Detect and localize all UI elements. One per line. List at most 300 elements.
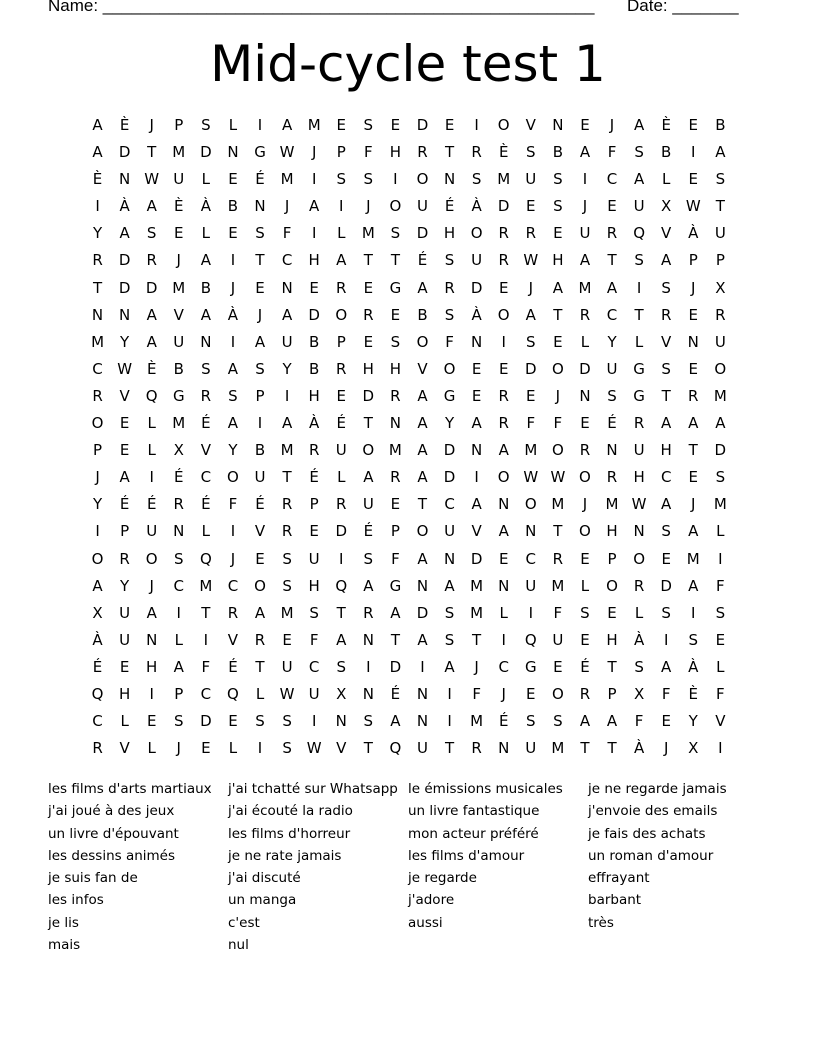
grid-letter: J — [230, 549, 236, 568]
grid-letter: F — [526, 414, 536, 433]
grid-row — [84, 439, 734, 466]
grid-letter: N — [498, 576, 510, 595]
grid-letter: R — [579, 441, 591, 460]
grid-letter: L — [580, 332, 590, 351]
grid-letter: S — [390, 332, 401, 351]
grid-letter: I — [95, 197, 100, 216]
grid-letter: P — [336, 143, 346, 162]
grid-letter: U — [173, 332, 185, 351]
grid-letter: I — [149, 468, 154, 487]
grid-letter: N — [227, 143, 239, 162]
grid-letter: S — [201, 116, 211, 134]
grid-letter: R — [92, 251, 103, 270]
grid-letter: B — [227, 197, 239, 216]
grid-letter: A — [146, 305, 157, 324]
grid-letter: È — [119, 116, 130, 134]
grid-letter: I — [474, 116, 479, 134]
grid-letter: H — [389, 359, 402, 378]
word-list-item: très — [588, 914, 614, 931]
grid-letter: L — [147, 441, 156, 460]
grid-letter: R — [715, 305, 726, 324]
grid-letter: F — [661, 684, 671, 703]
grid-letter: H — [362, 359, 374, 378]
grid-letter: S — [607, 386, 617, 405]
grid-letter: J — [474, 657, 479, 676]
grid-letter: M — [280, 441, 294, 460]
grid-letter: N — [471, 332, 483, 351]
grid-letter: W — [631, 495, 647, 514]
grid-letter: E — [607, 603, 617, 622]
grid-letter: U — [416, 197, 428, 216]
grid-letter: H — [308, 386, 320, 405]
grid-letter: D — [145, 278, 158, 297]
grid-letter: G — [524, 657, 537, 676]
grid-letter: L — [228, 739, 238, 758]
grid-letter: N — [416, 684, 429, 703]
grid-letter: O — [416, 522, 429, 541]
grid-letter: U — [146, 522, 158, 541]
grid-letter: G — [633, 359, 645, 378]
grid-letter: E — [228, 712, 238, 731]
grid-letter: P — [309, 495, 319, 514]
grid-letter: P — [607, 549, 617, 568]
grid-letter: J — [691, 278, 696, 297]
grid-letter: N — [91, 305, 104, 324]
grid-letter: X — [336, 684, 347, 703]
grid-letter: R — [606, 468, 618, 487]
grid-letter: À — [633, 630, 645, 649]
grid-letter: A — [688, 414, 699, 433]
grid-letter: R — [471, 143, 482, 162]
grid-letter: Y — [688, 712, 698, 731]
page-title: Mid-cycle test 1 — [210, 35, 606, 93]
grid-letter: É — [201, 495, 211, 514]
word-list-item: les dessins animés — [48, 847, 176, 864]
grid-letter: U — [416, 739, 428, 758]
word-list-item: c'est — [228, 914, 260, 931]
grid-letter: S — [201, 359, 211, 378]
grid-row — [84, 331, 734, 358]
grid-letter: D — [200, 143, 212, 162]
grid-letter: D — [443, 441, 456, 460]
grid-letter: E — [309, 278, 319, 297]
grid-letter: H — [660, 441, 672, 460]
grid-letter: D — [416, 224, 429, 243]
grid-letter: O — [335, 305, 348, 324]
grid-letter: B — [200, 278, 211, 297]
grid-letter: C — [606, 170, 618, 189]
grid-letter: I — [339, 549, 344, 568]
word-list-item: les films d'horreur — [228, 825, 351, 842]
grid-letter: U — [254, 468, 266, 487]
grid-row — [84, 168, 734, 195]
grid-letter: I — [176, 603, 181, 622]
grid-letter: S — [282, 576, 292, 595]
grid-letter: É — [228, 657, 238, 676]
grid-letter: S — [471, 170, 482, 189]
grid-letter: E — [282, 630, 292, 649]
grid-letter: O — [524, 495, 537, 514]
grid-letter: W — [144, 170, 160, 189]
grid-letter: F — [553, 414, 563, 433]
grid-letter: R — [498, 386, 509, 405]
grid-letter: A — [200, 305, 211, 324]
header — [48, 0, 748, 20]
grid-letter: R — [579, 684, 591, 703]
grid-letter: R — [227, 603, 239, 622]
grid-letter: E — [255, 278, 265, 297]
grid-letter: S — [444, 630, 455, 649]
grid-letter: I — [582, 170, 588, 189]
grid-letter: M — [524, 441, 538, 460]
grid-letter: S — [553, 197, 563, 216]
grid-letter: A — [336, 251, 347, 270]
grid-letter: R — [336, 495, 347, 514]
grid-letter: J — [311, 143, 317, 162]
word-list-item: effrayant — [588, 870, 650, 887]
grid-letter: T — [147, 143, 157, 162]
word-list-item: je regarde — [408, 870, 477, 887]
grid-letter: I — [636, 278, 642, 297]
grid-letter: N — [443, 170, 456, 189]
grid-letter: T — [390, 630, 400, 649]
word-list-item: je suis fan de — [48, 870, 138, 887]
grid-row — [84, 629, 734, 656]
grid-letter: S — [255, 712, 265, 731]
grid-letter: C — [525, 549, 537, 568]
grid-letter: I — [95, 522, 100, 541]
grid-letter: A — [471, 414, 482, 433]
grid-letter: O — [551, 359, 564, 378]
grid-letter: S — [174, 549, 184, 568]
grid-letter: E — [580, 116, 590, 134]
grid-letter: T — [580, 739, 590, 758]
grid-row — [84, 575, 734, 602]
grid-letter: R — [498, 414, 509, 433]
grid-letter: I — [366, 657, 371, 676]
word-list-item: le émissions musicales — [408, 781, 563, 797]
grid-letter: R — [92, 386, 103, 405]
grid-letter: A — [146, 197, 157, 216]
grid-letter: É — [146, 495, 157, 514]
grid-letter: T — [553, 522, 563, 541]
grid-letter: F — [364, 143, 373, 162]
grid-letter: L — [499, 603, 508, 622]
word-list-item: un manga — [228, 892, 297, 909]
grid-letter: M — [199, 576, 213, 595]
grid-letter: L — [201, 522, 211, 541]
grid-letter: H — [118, 684, 131, 703]
grid-letter: U — [471, 251, 483, 270]
grid-letter: A — [200, 251, 211, 270]
grid-letter: E — [498, 549, 509, 568]
name-field-label: Name: ____________________________________________________ — [48, 0, 595, 15]
grid-letter: N — [146, 630, 158, 649]
grid-letter: À — [309, 414, 320, 433]
grid-letter: R — [281, 522, 293, 541]
grid-letter: È — [688, 684, 698, 703]
grid-letter: F — [716, 684, 725, 703]
grid-letter: E — [309, 522, 319, 541]
word-list-item: je lis — [48, 914, 79, 931]
grid-letter: O — [443, 359, 456, 378]
grid-letter: S — [282, 549, 292, 568]
grid-letter: I — [203, 630, 209, 649]
grid-row — [84, 141, 734, 168]
grid-letter: P — [120, 522, 130, 541]
grid-letter: B — [661, 143, 672, 162]
grid-letter: J — [366, 197, 371, 216]
grid-letter: V — [119, 739, 130, 758]
grid-row — [84, 466, 734, 493]
grid-letter: E — [553, 224, 563, 243]
grid-letter: I — [149, 684, 154, 703]
grid-letter: O — [497, 116, 510, 134]
grid-letter: L — [255, 684, 265, 703]
grid-row — [84, 548, 734, 575]
grid-letter: D — [470, 278, 483, 297]
grid-letter: R — [336, 359, 347, 378]
grid-letter: R — [254, 630, 266, 649]
grid-letter: È — [661, 116, 671, 134]
grid-letter: N — [335, 712, 347, 731]
grid-letter: E — [580, 630, 590, 649]
grid-letter: J — [176, 739, 181, 758]
grid-letter: E — [119, 441, 130, 460]
grid-letter: B — [254, 441, 266, 460]
grid-letter: E — [228, 170, 238, 189]
word-list-item: un livre fantastique — [408, 803, 540, 820]
grid-letter: À — [119, 197, 130, 216]
grid-letter: É — [309, 468, 319, 487]
grid-letter: E — [498, 278, 509, 297]
grid-letter: J — [663, 739, 669, 758]
grid-letter: D — [714, 441, 727, 460]
grid-letter: C — [308, 657, 320, 676]
grid-letter: I — [230, 332, 236, 351]
word-search-grid — [84, 114, 734, 764]
grid-letter: E — [201, 739, 211, 758]
grid-letter: P — [607, 684, 617, 703]
grid-letter: S — [309, 603, 319, 622]
grid-letter: E — [688, 359, 698, 378]
grid-letter: V — [471, 522, 482, 541]
grid-letter: S — [363, 170, 374, 189]
grid-letter: D — [362, 386, 375, 405]
grid-row — [84, 520, 734, 547]
grid-letter: È — [92, 170, 103, 189]
grid-letter: E — [390, 305, 401, 324]
grid-letter: É — [255, 495, 265, 514]
grid-letter: E — [661, 549, 671, 568]
grid-letter: O — [362, 441, 375, 460]
grid-letter: H — [308, 576, 320, 595]
grid-letter: E — [255, 549, 265, 568]
grid-letter: U — [714, 224, 726, 243]
grid-letter: S — [146, 224, 157, 243]
grid-letter: T — [201, 603, 211, 622]
grid-letter: É — [390, 684, 401, 703]
grid-letter: É — [201, 414, 211, 433]
grid-letter: U — [173, 170, 185, 189]
grid-letter: R — [336, 278, 347, 297]
grid-letter: I — [311, 224, 317, 243]
grid-letter: Y — [282, 359, 292, 378]
grid-letter: F — [282, 224, 292, 243]
grid-letter: M — [470, 603, 484, 622]
grid-letter: S — [444, 305, 455, 324]
grid-letter: W — [306, 739, 322, 758]
grid-letter: J — [501, 684, 506, 703]
grid-letter: U — [525, 170, 537, 189]
grid-letter: S — [661, 359, 671, 378]
grid-letter: F — [309, 630, 319, 649]
grid-letter: V — [227, 630, 239, 649]
grid-letter: A — [363, 576, 374, 595]
grid-letter: M — [388, 441, 402, 460]
word-list-item: les films d'amour — [408, 847, 525, 864]
grid-letter: S — [580, 603, 590, 622]
grid-letter: V — [715, 712, 726, 731]
word-list-item: je ne rate jamais — [228, 847, 342, 864]
grid-letter: R — [444, 278, 455, 297]
grid-letter: S — [174, 712, 184, 731]
grid-letter: O — [579, 522, 591, 541]
grid-letter: R — [498, 251, 509, 270]
grid-letter: É — [255, 170, 265, 189]
grid-letter: A — [633, 116, 645, 134]
grid-letter: A — [92, 576, 103, 595]
grid-letter: T — [255, 657, 265, 676]
grid-letter: L — [120, 712, 129, 731]
grid-letter: M — [280, 170, 294, 189]
grid-letter: À — [92, 630, 103, 649]
grid-letter: W — [279, 684, 295, 703]
grid-row — [84, 195, 734, 222]
grid-letter: P — [336, 332, 346, 351]
grid-letter: É — [580, 657, 590, 676]
word-list-item: aussi — [408, 914, 443, 931]
grid-letter: R — [525, 224, 536, 243]
grid-letter: S — [255, 224, 265, 243]
grid-letter: O — [91, 549, 104, 568]
grid-letter: J — [582, 495, 588, 514]
grid-letter: R — [200, 386, 212, 405]
word-list-item: j'ai joué à des jeux — [48, 803, 175, 820]
grid-letter: I — [257, 739, 263, 758]
grid-letter: M — [497, 170, 511, 189]
grid-letter: U — [714, 332, 726, 351]
grid-letter: U — [281, 657, 293, 676]
grid-letter: S — [444, 603, 455, 622]
grid-letter: L — [662, 170, 671, 189]
grid-letter: A — [146, 332, 157, 351]
grid-letter: N — [200, 332, 212, 351]
grid-letter: A — [579, 143, 591, 162]
grid-letter: F — [445, 332, 454, 351]
grid-letter: N — [173, 522, 185, 541]
grid-letter: N — [579, 386, 591, 405]
grid-letter: R — [471, 739, 482, 758]
grid-letter: N — [362, 630, 374, 649]
grid-letter: U — [308, 549, 320, 568]
grid-letter: Q — [524, 630, 537, 649]
grid-letter: F — [472, 684, 481, 703]
grid-letter: T — [444, 739, 455, 758]
grid-letter: S — [715, 468, 726, 487]
grid-letter: L — [201, 224, 211, 243]
grid-letter: R — [606, 224, 618, 243]
grid-letter: N — [471, 441, 483, 460]
grid-letter: M — [551, 576, 565, 595]
grid-letter: A — [417, 414, 428, 433]
grid-letter: D — [118, 278, 131, 297]
grid-letter: J — [609, 116, 615, 134]
word-list-item: un livre d'épouvant — [48, 825, 179, 842]
grid-letter: E — [336, 386, 346, 405]
grid-letter: N — [552, 116, 564, 134]
grid-letter: E — [498, 359, 509, 378]
grid-letter: C — [92, 359, 103, 378]
grid-letter: É — [92, 657, 103, 676]
grid-letter: G — [633, 386, 645, 405]
grid-letter: W — [523, 468, 539, 487]
grid-letter: D — [470, 549, 483, 568]
grid-letter: B — [309, 359, 320, 378]
word-column — [228, 778, 398, 956]
grid-letter: J — [149, 576, 154, 595]
grid-letter: A — [525, 305, 536, 324]
grid-letter: V — [525, 116, 536, 134]
grid-letter: V — [417, 359, 428, 378]
grid-letter: U — [119, 603, 131, 622]
grid-letter: E — [553, 332, 563, 351]
grid-letter: A — [661, 657, 672, 676]
grid-letter: Y — [92, 495, 103, 514]
grid-letter: A — [146, 603, 157, 622]
grid-letter: U — [579, 224, 591, 243]
grid-letter: O — [714, 359, 727, 378]
grid-letter: O — [551, 441, 564, 460]
grid-letter: R — [417, 143, 428, 162]
grid-letter: X — [715, 278, 726, 297]
grid-letter: I — [230, 251, 236, 270]
grid-letter: N — [119, 305, 131, 324]
grid-letter: P — [174, 116, 184, 134]
grid-letter: M — [307, 116, 321, 134]
grid-letter: R — [660, 305, 672, 324]
grid-letter: À — [688, 224, 699, 243]
grid-letter: D — [660, 576, 672, 595]
grid-letter: L — [716, 522, 725, 541]
grid-letter: À — [471, 305, 482, 324]
grid-letter: O — [91, 414, 104, 433]
grid-letter: À — [227, 305, 239, 324]
grid-letter: O — [497, 305, 510, 324]
grid-letter: F — [716, 576, 725, 595]
grid-letter: Q — [335, 576, 348, 595]
grid-letter: É — [336, 414, 346, 433]
grid-letter: E — [607, 197, 617, 216]
grid-letter: M — [605, 495, 619, 514]
grid-letter: T — [688, 441, 698, 460]
grid-letter: S — [526, 143, 536, 162]
grid-letter: D — [416, 116, 429, 134]
grid-letter: I — [447, 684, 452, 703]
grid-letter: S — [661, 522, 671, 541]
grid-letter: F — [228, 495, 238, 514]
grid-letter: X — [92, 603, 103, 622]
